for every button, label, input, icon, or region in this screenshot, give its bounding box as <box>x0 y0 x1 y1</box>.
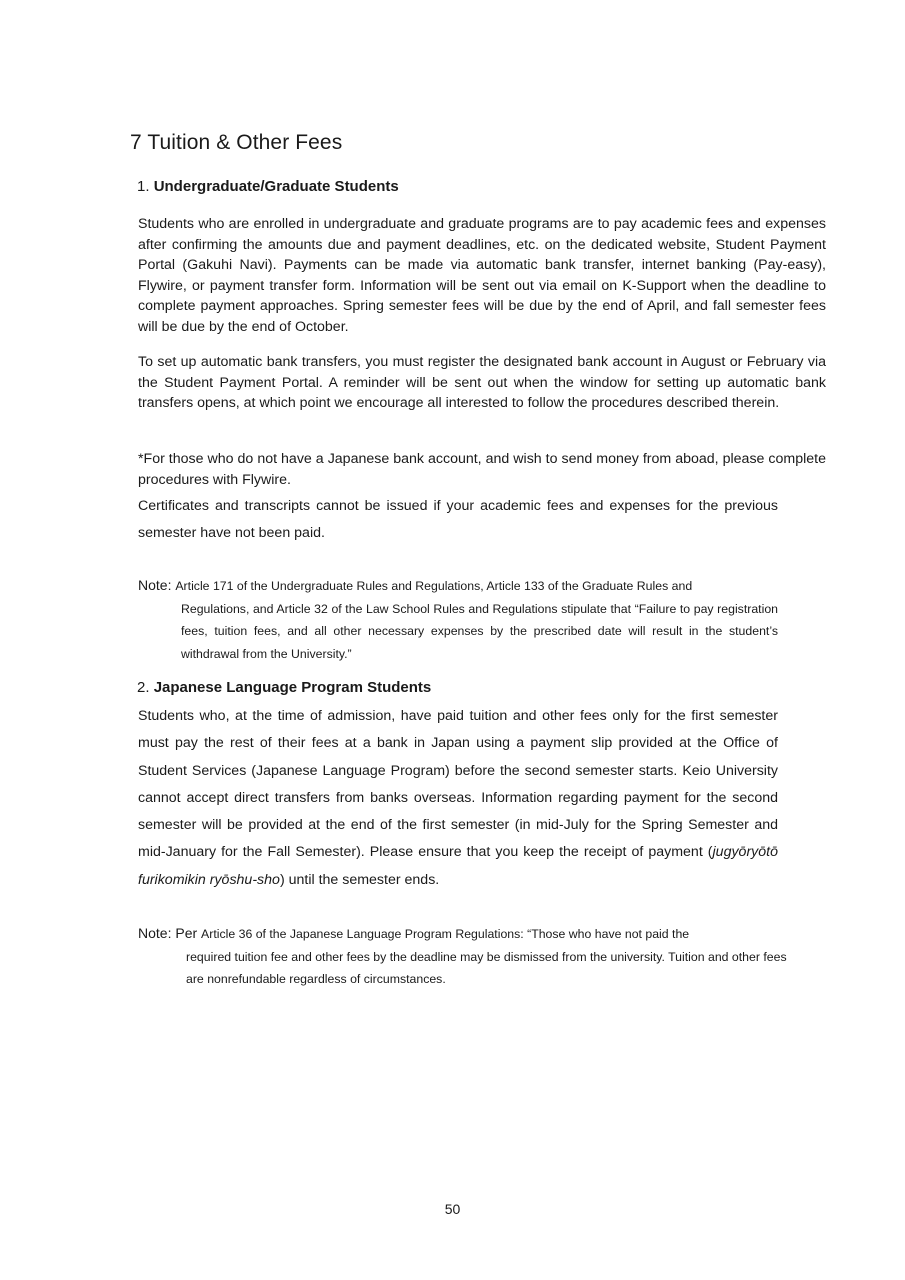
section-title: Undergraduate/Graduate Students <box>153 178 399 195</box>
note-label: Note: Per <box>138 925 202 941</box>
paragraph-automatic-transfer: To set up automatic bank transfers, you must register the designated bank account in August or February via the Student Payment Portal. A reminder will be sent out when the window for setting up automatic bank transfers opens, at which point we encourage all interested to follow the procedures described therein. <box>138 354 826 411</box>
note-withdrawal-rule <box>138 574 778 666</box>
paragraph-text-end: ) until the semester ends. <box>279 871 440 888</box>
paragraph-text: Students who, at the time of admission, have paid tuition and other fees only for the first semester must pay the rest of their fees at a bank in Japan using a payment slip provided at the Office of Student Services (Japanese Language Program) before the second semester starts. Keio University cannot accept direct transfers from banks overseas. Information regarding payment for the second semester will be provided at the end of the first semester (in mid-July for the Spring Semester and mid-January for the Fall Semester). Please ensure that you keep the receipt of payment ( <box>138 708 778 861</box>
section-heading-undergraduate <box>137 178 399 195</box>
note-label: Note: <box>138 577 176 593</box>
chapter-title: 7 Tuition & Other Fees <box>130 131 343 154</box>
paragraph-payment-portal: Students who are enrolled in undergraduate and graduate programs are to pay academic fees and expenses after confirming the amounts due and payment deadlines, etc. on the dedicated website, Student Payment Portal (Gakuhi Navi). Payments can be made via automatic bank transfer, internet banking (Pay-easy), Flywire, or payment transfer form. Information will be sent out via email on K-Support when the deadline to complete payment approaches. Spring semester fees will be due by the end of April, and fall semester fees will be due by the end of October. <box>138 216 826 335</box>
section-title: Japanese Language Program Students <box>153 679 432 696</box>
section-number: 1. <box>137 178 150 195</box>
paragraph-language-program-fees <box>138 703 778 894</box>
note-text-first-line: Article 36 of the Japanese Language Program Regulations: “Those who have not paid the <box>201 927 690 941</box>
paragraph-certificates: Certificates and transcripts cannot be issued if your academic fees and expenses for the previous semester have not been paid. <box>138 498 778 542</box>
section-heading-language-program <box>137 679 431 696</box>
receipt-term: jugyōryōtō furikomikin ryōshu-sho <box>138 844 778 888</box>
note-text-continued: Regulations, and Article 32 of the Law School Rules and Regulations stipulate that “Failure to pay registration fees, tuition fees, and all other necessary expenses by the prescribed date will result in the student’s withdrawal from the University.” <box>181 601 778 662</box>
section-number: 2. <box>137 679 150 696</box>
paragraph-flywire: *For those who do not have a Japanese bank account, and wish to send money from aboad, please complete procedures with Flywire. <box>138 451 826 488</box>
page-number: 50 <box>444 1201 461 1217</box>
note-text-continued: required tuition fee and other fees by the deadline may be dismissed from the university. Tuition and other fees are nonrefundable regardless of circumstances. <box>186 949 787 987</box>
note-dismissal-rule <box>138 922 788 991</box>
note-text-first-line: Article 171 of the Undergraduate Rules and Regulations, Article 133 of the Graduate Rules and <box>175 579 693 593</box>
